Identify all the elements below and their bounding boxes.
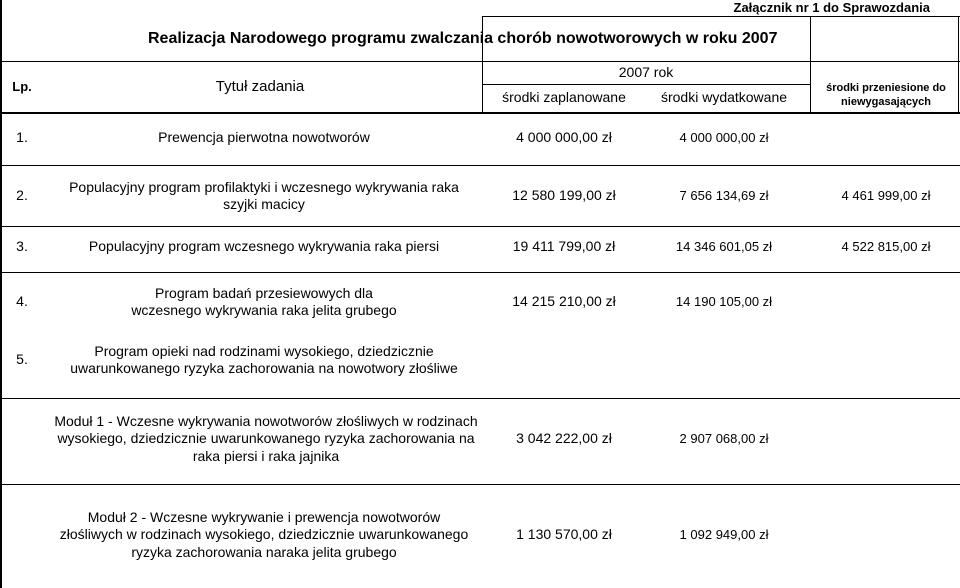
row-1-title: Prewencja pierwotna nowotworów [158, 129, 370, 146]
row-2-rule [0, 226, 960, 227]
row-3-lp: 3. [16, 238, 28, 255]
header-year-rule [482, 84, 810, 85]
row-5-rule [0, 398, 960, 399]
row-3-rule [0, 272, 960, 273]
module-1-planned: 3 042 222,00 zł [516, 430, 612, 447]
header-task-title: Tytuł zadania [215, 77, 305, 95]
module-2-planned: 1 130 570,00 zł [516, 526, 612, 543]
header-divider-2 [810, 16, 811, 112]
header-spent: środki wydatkowane [660, 89, 788, 106]
row-4-title: Program badań przesiewowych dla wczesnego wykrywania raka jelita grubego [131, 284, 397, 318]
row-2-title: Populacyjny program profilaktyki i wczesnego wykrywania raka szyjki macicy [69, 178, 459, 212]
row-4-planned: 14 215 210,00 zł [512, 293, 616, 310]
module-1-rule [0, 484, 960, 485]
row-1-planned: 4 000 000,00 zł [516, 129, 612, 146]
header-carried: środki przeniesione do niewygasających [826, 82, 946, 108]
row-4-spent: 14 190 105,00 zł [675, 293, 773, 309]
row-3-title: Populacyjny program wczesnego wykrywania raka piersi [88, 238, 440, 255]
module-2-spent: 1 092 949,00 zł [679, 526, 769, 542]
module-1-title: Moduł 1 - Wczesne wykrywania nowotworów złośliwych w rodzinach wysokiego, dziedzicznie uwarunkowanego ryzyka zachorowania na raka piersi i raka jajnika [54, 412, 478, 464]
header-planned: środki zaplanowane [502, 89, 626, 106]
attachment-note: Załącznik nr 1 do Sprawozdania [733, 0, 930, 15]
row-5-title: Program opieki nad rodzinami wysokiego, dziedzicznie uwarunkowanego ryzyka zachorowania na nowotwory złośliwe [70, 342, 458, 376]
row-3-planned: 19 411 799,00 zł [512, 238, 616, 255]
row-2-carried: 4 461 999,00 zł [841, 187, 931, 203]
header-year: 2007 rok [618, 64, 674, 81]
row-1-spent: 4 000 000,00 zł [679, 129, 769, 145]
row-2-planned: 12 580 199,00 zł [512, 187, 616, 204]
row-4-lp: 4. [16, 293, 28, 310]
row-1-lp: 1. [16, 129, 28, 146]
module-1-spent: 2 907 068,00 zł [679, 430, 769, 446]
row-2-lp: 2. [16, 187, 28, 204]
row-5-lp: 5. [16, 351, 28, 368]
row-3-spent: 14 346 601,05 zł [675, 238, 773, 254]
module-2-title: Moduł 2 - Wczesne wykrywanie i prewencja nowotworów złośliwych w rodzinach wysokiego, dziedzicznie uwarunkowanego ryzyka zachorowania naraka jelita grubego [59, 508, 469, 560]
top-rule [482, 16, 960, 17]
row-2-spent: 7 656 134,69 zł [679, 187, 769, 203]
row-3-carried: 4 522 815,00 zł [841, 238, 931, 254]
header-bottom-rule [0, 112, 960, 114]
header-rule [0, 61, 960, 62]
page-title: Realizacja Narodowego programu zwalczania chorób nowotworowych w roku 2007 [148, 30, 778, 47]
header-lp: Lp. [12, 78, 32, 94]
